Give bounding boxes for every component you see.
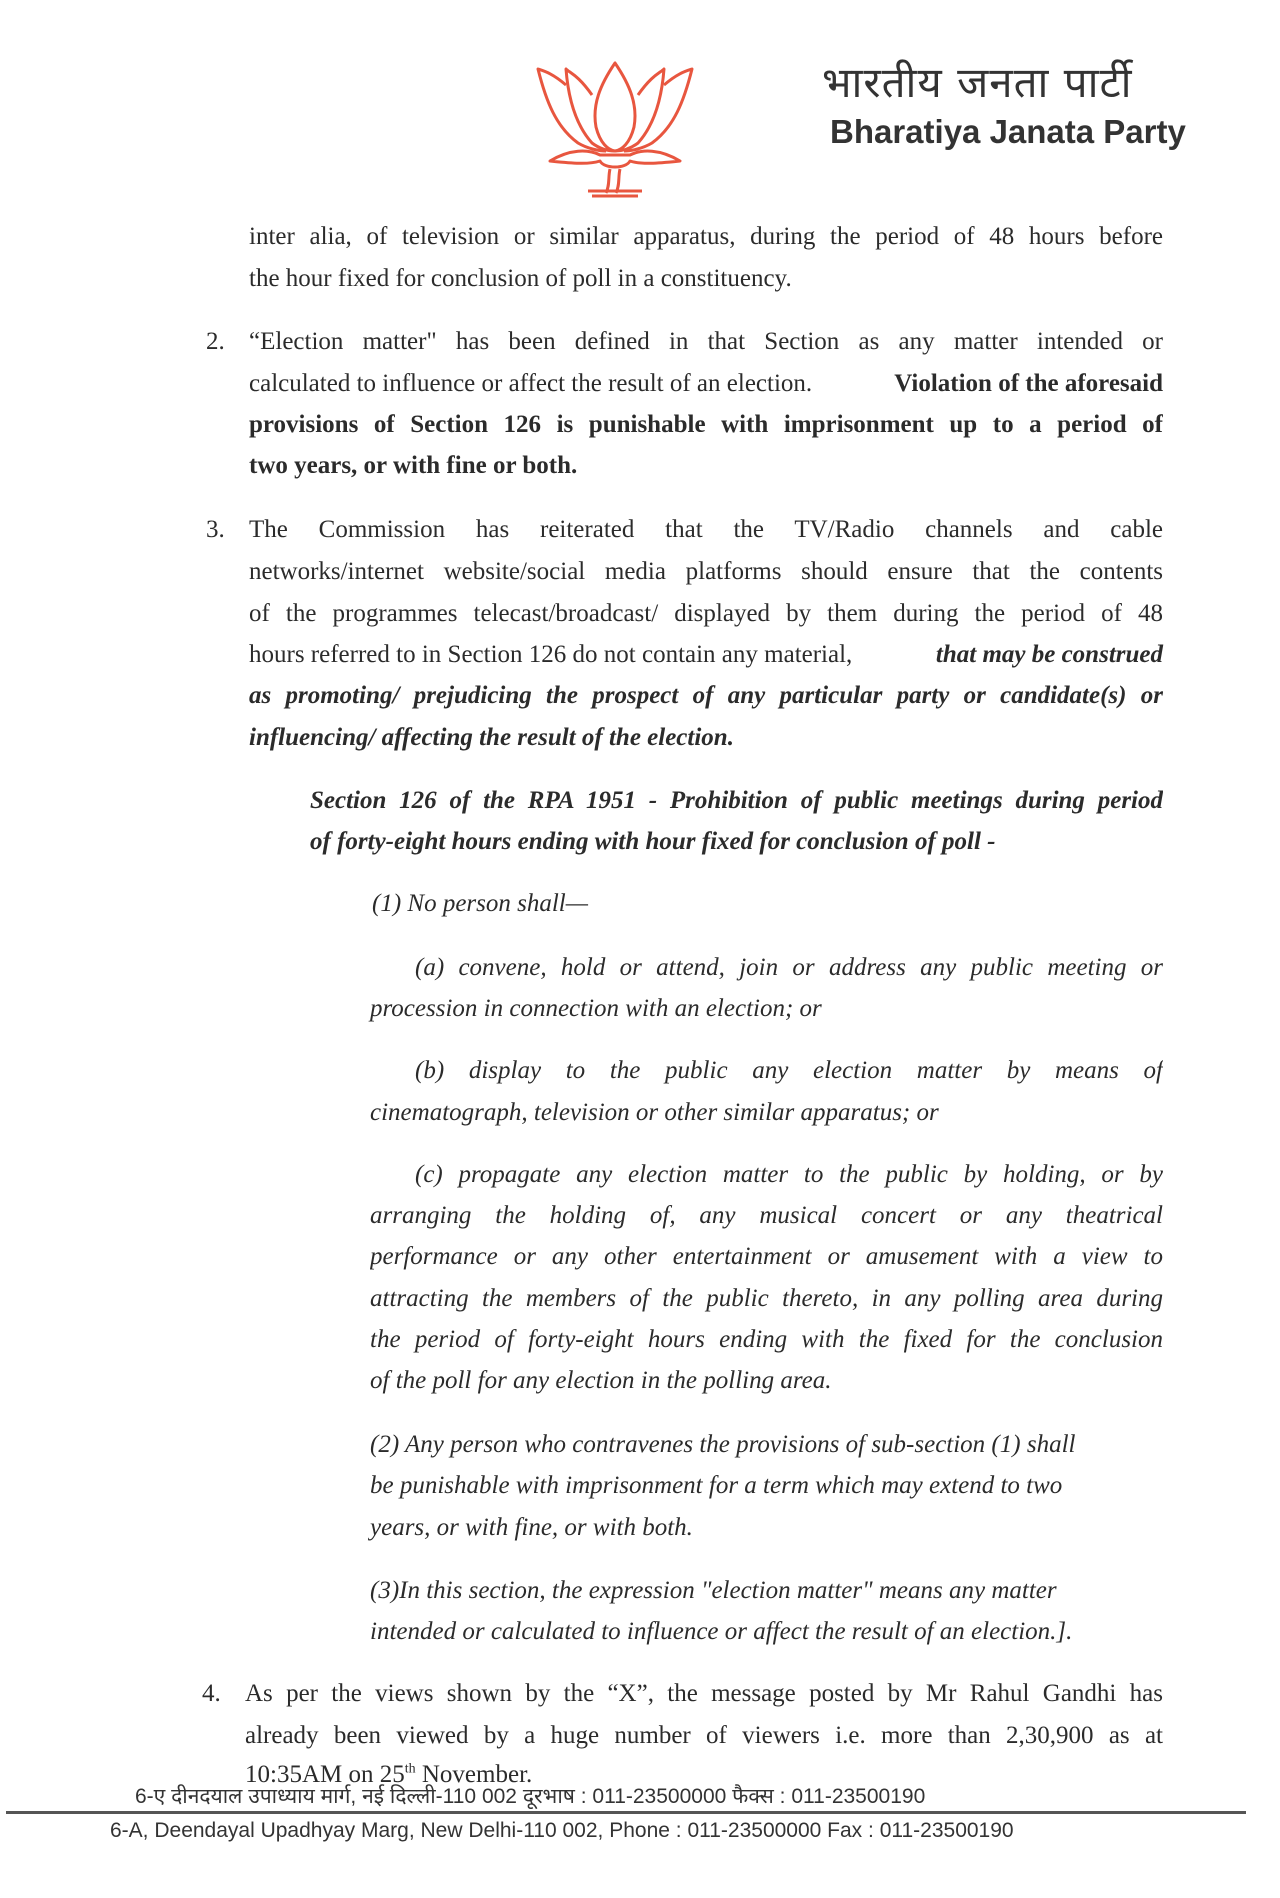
- clause-a: procession in connection with an election; or: [370, 995, 822, 1022]
- para4-month: November.: [415, 1761, 533, 1788]
- clause-b: (b) display to the public any election matter by means of: [415, 1057, 1163, 1084]
- clause-c: of the poll for any election in the polling area.: [370, 1367, 832, 1394]
- footer-address-hindi: 6-ए दीनदयाल उपाध्याय मार्ग, नई दिल्ली-110 002 दूरभाष : 011-23500000 फैक्स : 011-23500190: [135, 1785, 926, 1808]
- footer-address-english: 6-A, Deendayal Upadhyay Marg, New Delhi-110 002, Phone : 011-23500000 Fax : 011-23500190: [110, 1819, 1014, 1842]
- para2-number: 2.: [206, 328, 225, 355]
- subsection-1: (1) No person shall—: [372, 890, 588, 917]
- clause-b: cinematograph, television or other similar apparatus; or: [370, 1099, 939, 1126]
- para4-line: As per the views shown by the “X”, the message posted by Mr Rahul Gandhi has: [245, 1680, 1163, 1707]
- lotus-logo-icon: [530, 55, 700, 200]
- clause-c: arranging the holding of, any musical concert or any theatrical: [370, 1202, 1163, 1229]
- subsection-3: intended or calculated to influence or affect the result of an election.].: [370, 1618, 1073, 1645]
- ordinal-suffix: th: [404, 1761, 416, 1777]
- party-name-english: Bharatiya Janata Party: [830, 113, 1186, 150]
- section-heading: of forty-eight hours ending with hour fixed for conclusion of poll -: [310, 828, 996, 855]
- para2-text: calculated to influence or affect the result of an election.: [249, 370, 813, 397]
- clause-c: (c) propagate any election matter to the public by holding, or by: [415, 1161, 1163, 1188]
- para2-bold-text: Violation of the aforesaid: [894, 370, 1163, 397]
- subsection-3: (3)In this section, the expression "election matter" means any matter: [370, 1577, 1057, 1604]
- para2-bold-line: provisions of Section 126 is punishable with imprisonment up to a period of: [249, 411, 1163, 438]
- subsection-2: years, or with fine, or with both.: [370, 1514, 693, 1541]
- clause-c: the period of forty-eight hours ending with the fixed for the conclusion: [370, 1326, 1163, 1353]
- para3-line: networks/internet website/social media platforms should ensure that the contents: [249, 558, 1163, 585]
- para3-line: The Commission has reiterated that the TV/Radio channels and cable: [249, 516, 1163, 543]
- subsection-2: (2) Any person who contravenes the provisions of sub-section (1) shall: [370, 1431, 1076, 1458]
- para3-number: 3.: [206, 516, 225, 543]
- para4-number: 4.: [202, 1680, 221, 1707]
- section-heading: Section 126 of the RPA 1951 - Prohibition of public meetings during period: [310, 787, 1163, 814]
- clause-a: (a) convene, hold or attend, join or address any public meeting or: [415, 954, 1163, 981]
- para2-line: “Election matter" has been defined in that Section as any matter intended or: [249, 328, 1163, 355]
- para3-emphasis: that may be construed: [935, 641, 1163, 668]
- para4-line: already been viewed by a huge number of viewers i.e. more than 2,30,900 as at: [245, 1722, 1163, 1749]
- para3-emphasis-line: influencing/ affecting the result of the election.: [249, 724, 734, 751]
- para3-text: hours referred to in Section 126 do not contain any material,: [249, 641, 853, 668]
- para3-line: of the programmes telecast/broadcast/ displayed by them during the period of 48: [249, 600, 1163, 627]
- para1-line: inter alia, of television or similar apparatus, during the period of 48 hours before: [249, 223, 1163, 250]
- para3-emphasis-line: as promoting/ prejudicing the prospect of any particular party or candidate(s) or: [249, 682, 1163, 709]
- para1-line: the hour fixed for conclusion of poll in a constituency.: [249, 265, 792, 292]
- para3-line: [249, 640, 1163, 670]
- party-name-hindi: भारतीय जनता पार्टी: [822, 58, 1133, 107]
- para2-line: [249, 369, 1163, 399]
- para4-timestamp: 10:35AM on 25: [245, 1761, 405, 1788]
- subsection-2: be punishable with imprisonment for a term which may extend to two: [370, 1472, 1063, 1499]
- clause-c: performance or any other entertainment or amusement with a view to: [370, 1243, 1163, 1270]
- para2-bold-line: two years, or with fine or both.: [249, 452, 578, 479]
- clause-c: attracting the members of the public thereto, in any polling area during: [370, 1285, 1163, 1312]
- footer-divider: [6, 1811, 1246, 1814]
